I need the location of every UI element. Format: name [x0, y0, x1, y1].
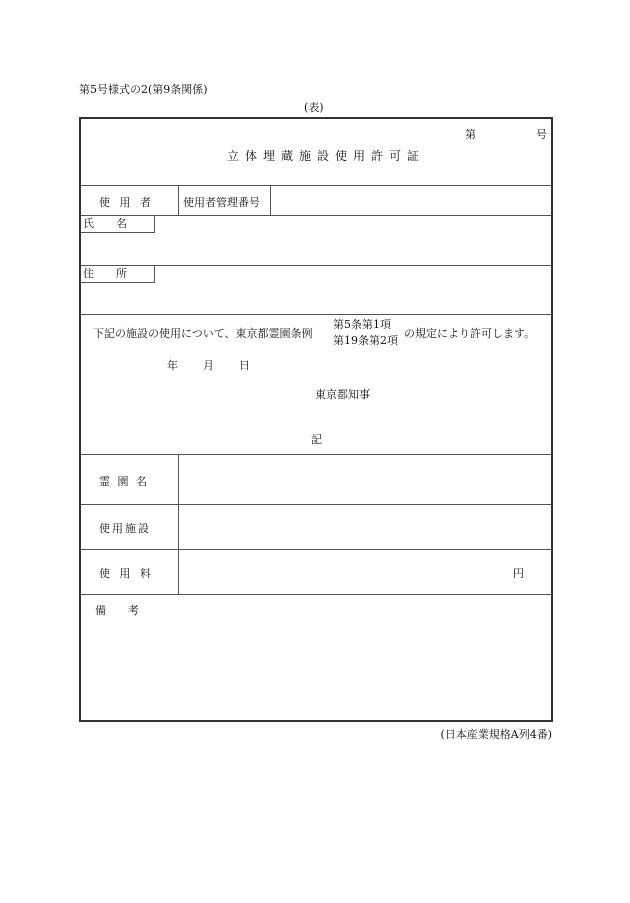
- address-label: 住 所: [81, 266, 155, 283]
- divider: [81, 314, 551, 315]
- statement-article-2: 第19条第2項: [333, 334, 398, 347]
- fee-label: 使 用 料: [99, 567, 154, 580]
- form-number: 第5号様式の2(第9条関係): [79, 83, 208, 96]
- certificate-number-label-right: 号: [536, 128, 547, 141]
- remarks-label: 備 考: [95, 604, 139, 617]
- certificate-title: 立体埋蔵施設使用許可証: [227, 149, 426, 163]
- cemetery-name-label: 霊 園 名: [99, 475, 149, 488]
- date-year: 年: [167, 359, 178, 372]
- certificate-frame: [79, 117, 553, 722]
- divider: [178, 185, 179, 215]
- issuer: 東京都知事: [315, 388, 370, 401]
- statement-article-1: 第5条第1項: [333, 318, 391, 331]
- certificate-number-label-left: 第: [465, 128, 476, 141]
- divider: [81, 454, 551, 455]
- facility-label: 使用施設: [99, 522, 151, 535]
- divider: [81, 504, 551, 505]
- side-label: (表): [304, 101, 324, 114]
- divider: [81, 549, 551, 550]
- statement-prefix: 下記の施設の使用について、東京都霊園条例: [93, 327, 313, 340]
- ki-mark: 記: [311, 433, 322, 446]
- divider: [81, 594, 551, 595]
- divider: [81, 185, 551, 186]
- date-day: 日: [239, 359, 250, 372]
- name-label: 氏 名: [81, 216, 155, 233]
- fee-unit: 円: [513, 567, 524, 580]
- divider: [178, 454, 179, 594]
- footer-note: (日本産業規格A列4番): [440, 728, 552, 741]
- user-label: 使 用 者: [99, 196, 154, 209]
- divider: [270, 185, 271, 215]
- date-month: 月: [203, 359, 214, 372]
- statement-suffix: の規定により許可します。: [404, 327, 536, 340]
- user-id-label: 使用者管理番号: [183, 196, 260, 209]
